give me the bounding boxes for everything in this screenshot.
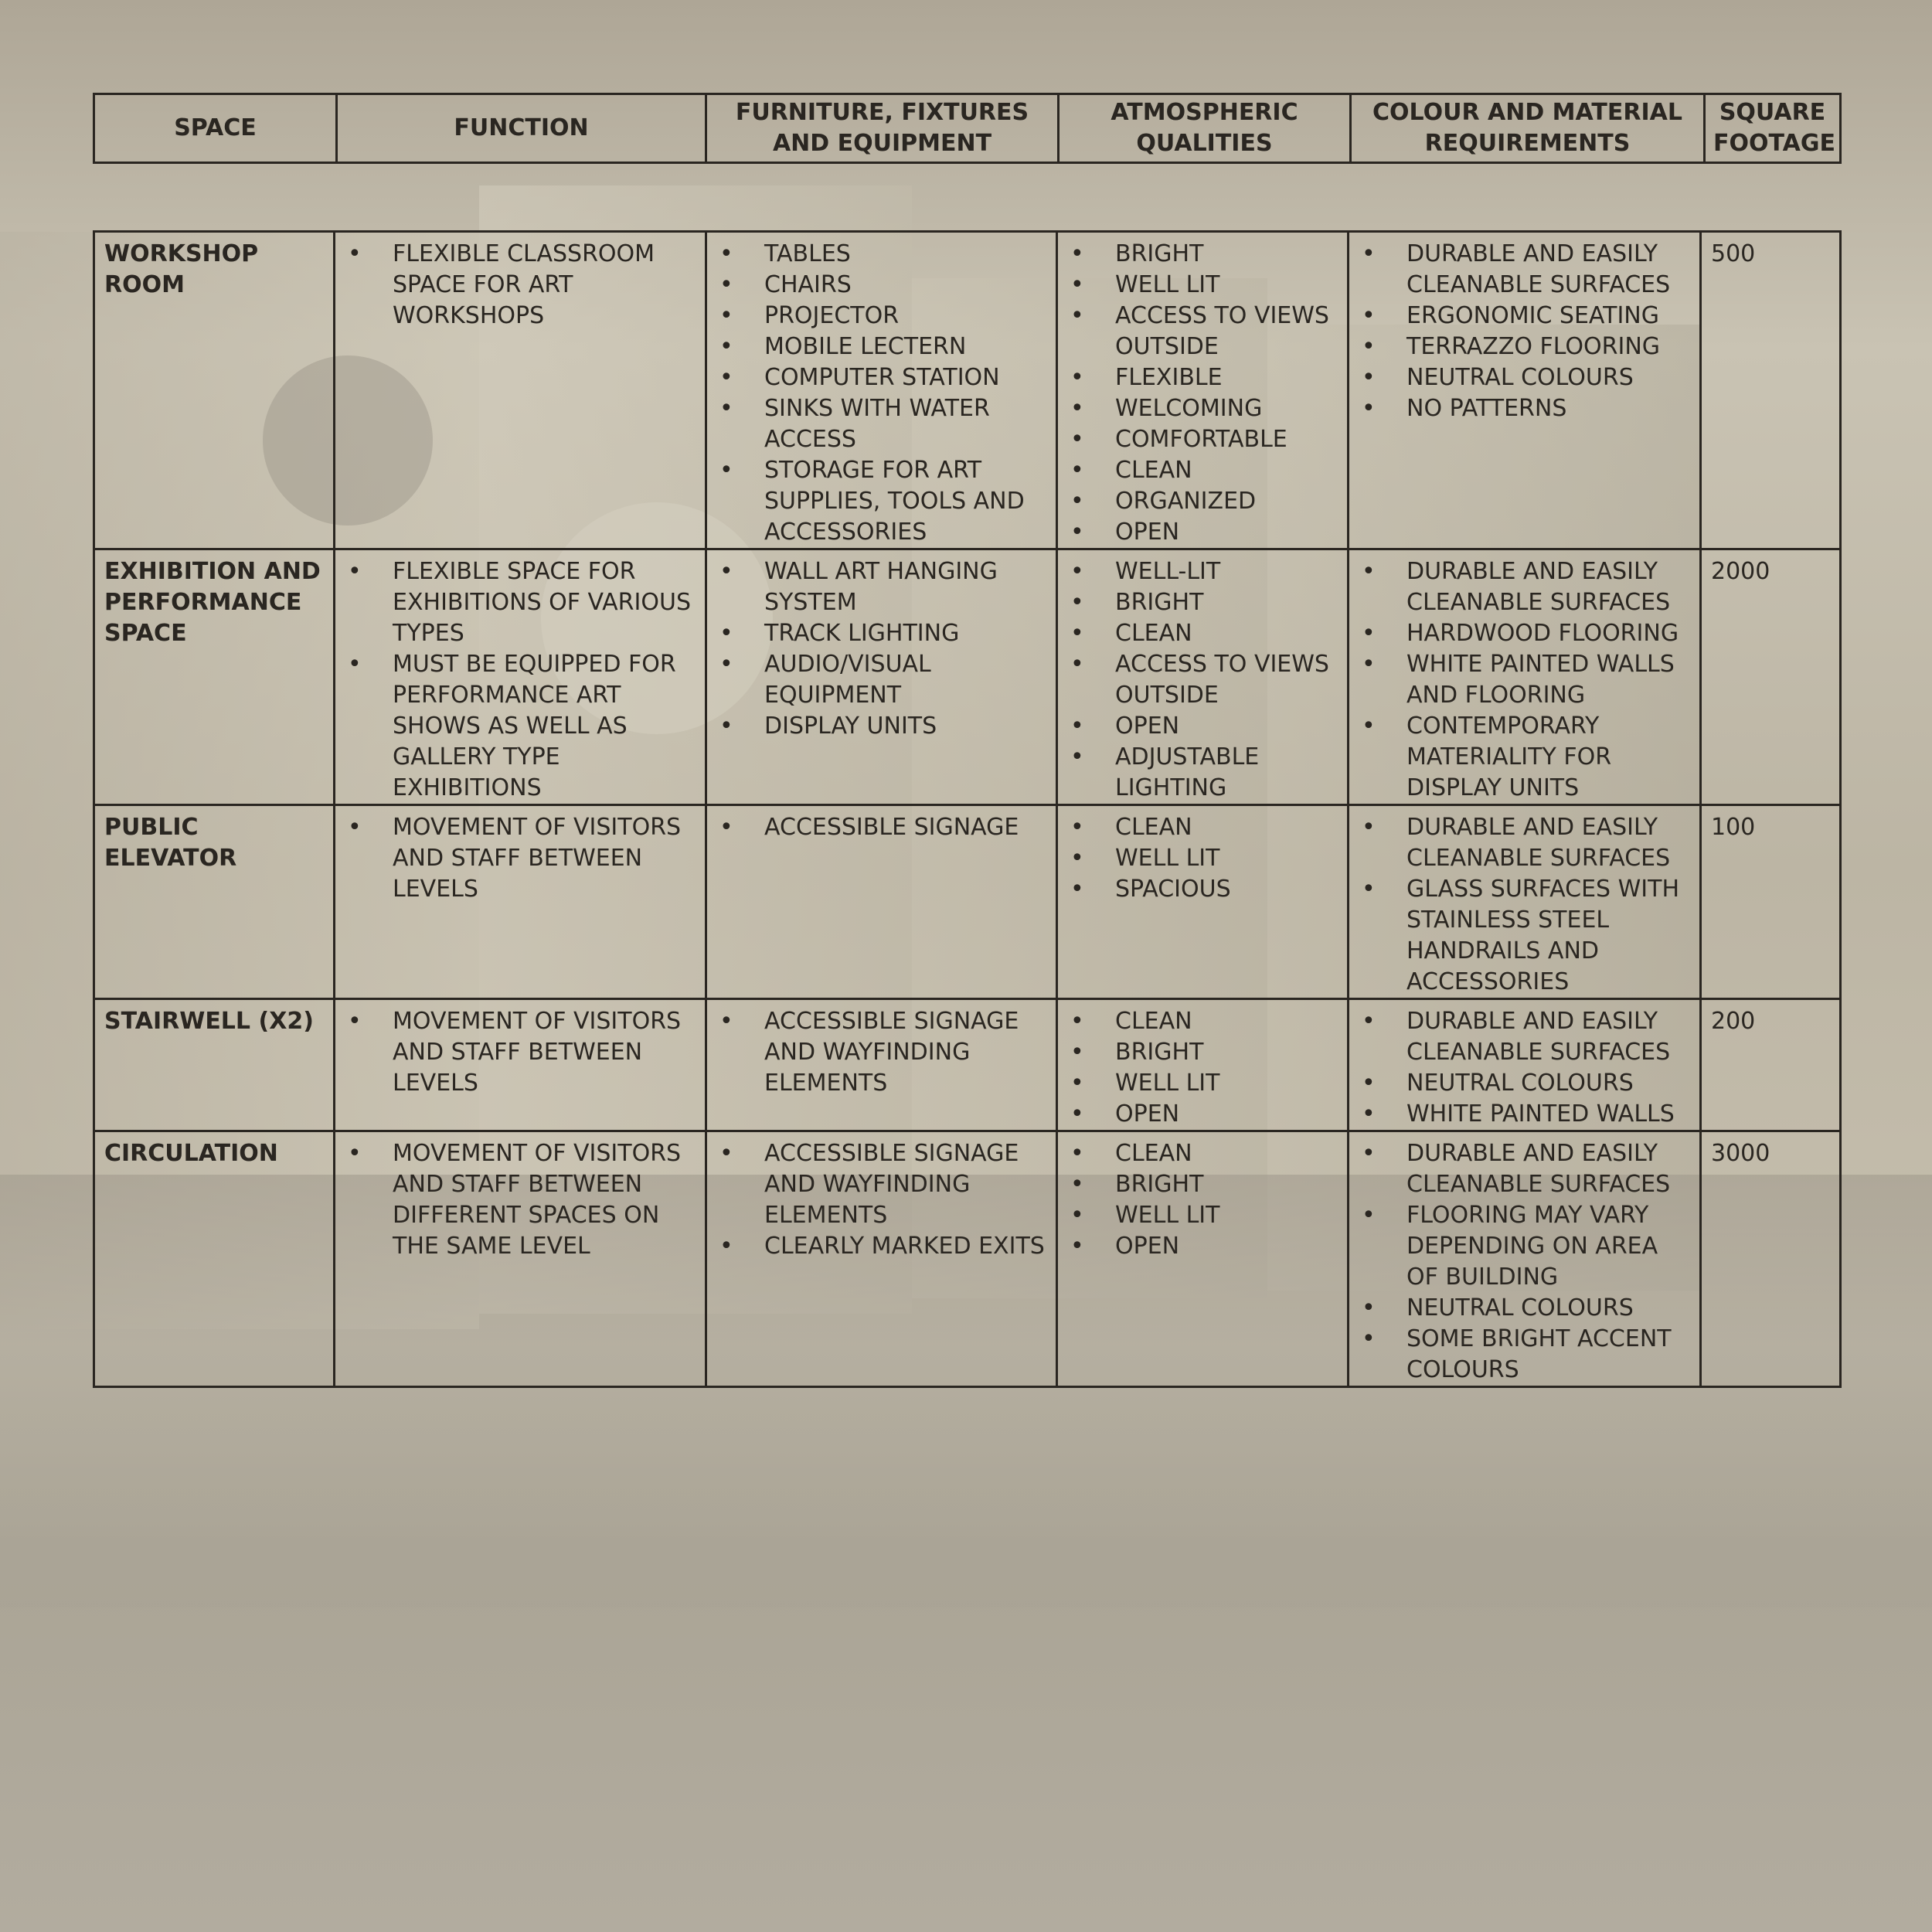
atmosphere-cell [1057, 549, 1349, 805]
square-footage-value: 2000 [1701, 549, 1841, 805]
colour-material-list [1357, 556, 1692, 804]
bullet-icon: • [1362, 302, 1376, 329]
program-table-body [93, 230, 1842, 1388]
list-item-text: CONTEMPORARY MATERIALITY FOR DISPLAY UNITS [1406, 713, 1612, 801]
bullet-icon: • [719, 302, 733, 329]
atmosphere-cell [1057, 232, 1349, 549]
bullet-icon: • [1070, 457, 1084, 484]
list-item [1357, 874, 1692, 998]
list-item-text: OPEN [1115, 713, 1180, 740]
list-item [1357, 1293, 1692, 1324]
list-item [1066, 1231, 1339, 1262]
list-item [1357, 711, 1692, 804]
list-item-text: CLEAN [1115, 620, 1192, 647]
list-item-text: TABLES [764, 240, 851, 267]
list-item [1066, 1037, 1339, 1068]
list-item-text: ERGONOMIC SEATING [1406, 302, 1659, 329]
list-item [1357, 1324, 1692, 1386]
header-function: FUNCTION [337, 94, 706, 163]
list-item-text: SINKS WITH WATER ACCESS [764, 395, 990, 453]
bullet-icon: • [348, 651, 362, 678]
bullet-icon: • [719, 651, 733, 678]
list-item [343, 556, 697, 649]
list-item [1357, 362, 1692, 393]
bullet-icon: • [1070, 395, 1084, 422]
bullet-icon: • [1362, 713, 1376, 740]
bullet-icon: • [348, 240, 362, 267]
bullet-icon: • [1070, 426, 1084, 453]
bullet-icon: • [1070, 240, 1084, 267]
bullet-icon: • [1362, 1008, 1376, 1035]
atmosphere-cell [1057, 1131, 1349, 1387]
list-item [1357, 1099, 1692, 1130]
bullet-icon: • [1070, 1233, 1084, 1260]
bullet-icon: • [348, 814, 362, 841]
list-item-text: ORGANIZED [1115, 488, 1257, 515]
header-colour-material: COLOUR AND MATERIAL REQUIREMENTS [1351, 94, 1705, 163]
space-name: WORKSHOP ROOM [94, 232, 335, 549]
function-cell [335, 999, 706, 1131]
list-item [1066, 711, 1339, 742]
list-item [1357, 332, 1692, 362]
table-row [94, 1131, 1841, 1387]
bullet-icon: • [1070, 845, 1084, 872]
bullet-icon: • [1362, 651, 1376, 678]
list-item [715, 393, 1048, 455]
ffe-cell [706, 549, 1057, 805]
list-item [1066, 742, 1339, 804]
list-item-text: TERRAZZO FLOORING [1406, 333, 1661, 360]
list-item [715, 239, 1048, 270]
list-item [715, 1006, 1048, 1099]
list-item [715, 362, 1048, 393]
list-item [715, 455, 1048, 548]
bullet-icon: • [1362, 1202, 1376, 1229]
bullet-icon: • [719, 457, 733, 484]
list-item [1066, 1099, 1339, 1130]
list-item-text: DURABLE AND EASILY CLEANABLE SURFACES [1406, 240, 1671, 298]
colour-material-list [1357, 1006, 1692, 1130]
list-item-text: MOVEMENT OF VISITORS AND STAFF BETWEEN DIFFERENT SPACES ON THE SAME LEVEL [393, 1140, 682, 1260]
atmosphere-list [1066, 1006, 1339, 1130]
list-item [1066, 486, 1339, 517]
list-item-text: ACCESSIBLE SIGNAGE AND WAYFINDING ELEMENTS [764, 1008, 1019, 1097]
list-item [1066, 587, 1339, 618]
list-item [1066, 239, 1339, 270]
function-list [343, 812, 697, 905]
ffe-cell [706, 232, 1057, 549]
list-item-text: ACCESS TO VIEWS OUTSIDE [1115, 302, 1329, 360]
bullet-icon: • [1362, 1070, 1376, 1097]
space-name: STAIRWELL (X2) [94, 999, 335, 1131]
list-item [343, 812, 697, 905]
list-item-text: WELL LIT [1115, 271, 1220, 298]
bullet-icon: • [719, 333, 733, 360]
header-square-footage: SQUARE FOOTAGE [1705, 94, 1841, 163]
list-item [1066, 517, 1339, 548]
function-list [343, 556, 697, 804]
list-item-text: FLEXIBLE SPACE FOR EXHIBITIONS OF VARIOUS TYPES [393, 558, 691, 647]
bullet-icon: • [1070, 1140, 1084, 1167]
list-item [1066, 556, 1339, 587]
list-item-text: DISPLAY UNITS [764, 713, 937, 740]
bullet-icon: • [719, 271, 733, 298]
list-item-text: COMFORTABLE [1115, 426, 1287, 453]
bullet-icon: • [1362, 876, 1376, 903]
list-item [343, 239, 697, 332]
list-item-text: WELL-LIT [1115, 558, 1221, 585]
list-item-text: AUDIO/VISUAL EQUIPMENT [764, 651, 931, 709]
bullet-icon: • [1070, 814, 1084, 841]
list-item [1066, 270, 1339, 301]
list-item [1066, 424, 1339, 455]
list-item [1066, 1200, 1339, 1231]
list-item-text: NO PATTERNS [1406, 395, 1567, 422]
list-item-text: WALL ART HANGING SYSTEM [764, 558, 998, 616]
bullet-icon: • [348, 1140, 362, 1167]
list-item-text: COMPUTER STATION [764, 364, 1000, 391]
list-item-text: ACCESS TO VIEWS OUTSIDE [1115, 651, 1329, 709]
list-item-text: DURABLE AND EASILY CLEANABLE SURFACES [1406, 558, 1671, 616]
ffe-list [715, 239, 1048, 548]
space-name: PUBLIC ELEVATOR [94, 805, 335, 999]
bullet-icon: • [1070, 1039, 1084, 1066]
list-item [1357, 556, 1692, 618]
list-item-text: WELL LIT [1115, 1070, 1220, 1097]
list-item [1066, 649, 1339, 711]
list-item [1066, 1006, 1339, 1037]
list-item-text: SPACIOUS [1115, 876, 1231, 903]
bullet-icon: • [348, 1008, 362, 1035]
list-item [1066, 874, 1339, 905]
list-item-text: CLEAN [1115, 457, 1192, 484]
list-item-text: BRIGHT [1115, 1171, 1204, 1198]
list-item [715, 1138, 1048, 1231]
list-item-text: BRIGHT [1115, 589, 1204, 616]
list-item [715, 618, 1048, 649]
colour-material-cell [1349, 549, 1701, 805]
list-item-text: CLEAN [1115, 1140, 1192, 1167]
list-item-text: SOME BRIGHT ACCENT COLOURS [1406, 1325, 1672, 1383]
list-item [1066, 1138, 1339, 1169]
list-item [1066, 843, 1339, 874]
list-item-text: OPEN [1115, 1233, 1180, 1260]
list-item-text: NEUTRAL COLOURS [1406, 1070, 1634, 1097]
list-item-text: MOVEMENT OF VISITORS AND STAFF BETWEEN LEVELS [393, 1008, 682, 1097]
bullet-icon: • [719, 395, 733, 422]
list-item [1066, 393, 1339, 424]
bullet-icon: • [1070, 589, 1084, 616]
list-item-text: DURABLE AND EASILY CLEANABLE SURFACES [1406, 1008, 1671, 1066]
list-item-text: ACCESSIBLE SIGNAGE AND WAYFINDING ELEMENTS [764, 1140, 1019, 1229]
list-item-text: HARDWOOD FLOORING [1406, 620, 1679, 647]
bullet-icon: • [719, 620, 733, 647]
header-atmosphere: ATMOSPHERIC QUALITIES [1059, 94, 1351, 163]
list-item [1357, 239, 1692, 301]
ffe-list [715, 1006, 1048, 1099]
list-item-text: CLEAN [1115, 1008, 1192, 1035]
list-item-text: STORAGE FOR ART SUPPLIES, TOOLS AND ACCESSORIES [764, 457, 1025, 546]
bullet-icon: • [1362, 1325, 1376, 1352]
list-item [715, 270, 1048, 301]
bullet-icon: • [1070, 876, 1084, 903]
list-item-text: FLEXIBLE CLASSROOM SPACE FOR ART WORKSHOPS [393, 240, 655, 329]
list-item-text: FLEXIBLE [1115, 364, 1223, 391]
list-item [1357, 1200, 1692, 1293]
list-item-text: MOBILE LECTERN [764, 333, 967, 360]
bullet-icon: • [1362, 333, 1376, 360]
colour-material-list [1357, 812, 1692, 998]
bullet-icon: • [719, 240, 733, 267]
colour-material-list [1357, 239, 1692, 424]
list-item-text: DURABLE AND EASILY CLEANABLE SURFACES [1406, 814, 1671, 872]
bullet-icon: • [1070, 488, 1084, 515]
list-item-text: PROJECTOR [764, 302, 900, 329]
bullet-icon: • [1362, 814, 1376, 841]
bullet-icon: • [719, 558, 733, 585]
square-footage-value: 3000 [1701, 1131, 1841, 1387]
list-item-text: NEUTRAL COLOURS [1406, 1294, 1634, 1321]
list-item-text: ACCESSIBLE SIGNAGE [764, 814, 1019, 841]
function-list [343, 1006, 697, 1099]
list-item [343, 649, 697, 804]
function-list [343, 239, 697, 332]
list-item-text: OPEN [1115, 519, 1180, 546]
bullet-icon: • [1362, 620, 1376, 647]
list-item [1357, 1006, 1692, 1068]
header-ffe: FURNITURE, FIXTURES AND EQUIPMENT [706, 94, 1059, 163]
bullet-icon: • [719, 364, 733, 391]
space-name: CIRCULATION [94, 1131, 335, 1387]
bullet-icon: • [1070, 1202, 1084, 1229]
list-item-text: DURABLE AND EASILY CLEANABLE SURFACES [1406, 1140, 1671, 1198]
bullet-icon: • [719, 1140, 733, 1167]
table-row [94, 805, 1841, 999]
list-item-text: WHITE PAINTED WALLS [1406, 1100, 1675, 1128]
list-item-text: OPEN [1115, 1100, 1180, 1128]
list-item [715, 301, 1048, 332]
header-space: SPACE [94, 94, 337, 163]
table-row [94, 999, 1841, 1131]
bullet-icon: • [1070, 651, 1084, 678]
function-cell [335, 805, 706, 999]
list-item [1357, 301, 1692, 332]
list-item [715, 1231, 1048, 1262]
bullet-icon: • [1070, 1008, 1084, 1035]
square-footage-value: 200 [1701, 999, 1841, 1131]
bullet-icon: • [1362, 240, 1376, 267]
list-item [1066, 301, 1339, 362]
bullet-icon: • [719, 713, 733, 740]
bullet-icon: • [1362, 364, 1376, 391]
bullet-icon: • [719, 1233, 733, 1260]
list-item [715, 556, 1048, 618]
list-item [715, 649, 1048, 711]
table-row [94, 232, 1841, 549]
colour-material-cell [1349, 999, 1701, 1131]
list-item [1066, 362, 1339, 393]
colour-material-cell [1349, 1131, 1701, 1387]
bullet-icon: • [1070, 1100, 1084, 1128]
ffe-list [715, 812, 1048, 843]
ffe-list [715, 556, 1048, 742]
bullet-icon: • [1070, 302, 1084, 329]
list-item [1066, 1169, 1339, 1200]
list-item-text: TRACK LIGHTING [764, 620, 960, 647]
bullet-icon: • [1362, 1100, 1376, 1128]
atmosphere-cell [1057, 805, 1349, 999]
ffe-cell [706, 1131, 1057, 1387]
table-row [94, 549, 1841, 805]
bullet-icon: • [1070, 1070, 1084, 1097]
bullet-icon: • [1070, 620, 1084, 647]
list-item-text: MOVEMENT OF VISITORS AND STAFF BETWEEN LEVELS [393, 814, 682, 903]
list-item-text: ADJUSTABLE LIGHTING [1115, 743, 1260, 801]
list-item-text: FLOORING MAY VARY DEPENDING ON AREA OF BUILDING [1406, 1202, 1658, 1291]
colour-material-cell [1349, 805, 1701, 999]
list-item-text: WHITE PAINTED WALLS AND FLOORING [1406, 651, 1675, 709]
list-item [1357, 618, 1692, 649]
list-item-text: NEUTRAL COLOURS [1406, 364, 1634, 391]
list-item-text: CHAIRS [764, 271, 852, 298]
bullet-icon: • [1070, 271, 1084, 298]
list-item-text: MUST BE EQUIPPED FOR PERFORMANCE ART SHOWS AS WELL AS GALLERY TYPE EXHIBITIONS [393, 651, 676, 801]
list-item [1357, 649, 1692, 711]
list-item [1357, 393, 1692, 424]
bullet-icon: • [1070, 713, 1084, 740]
list-item [715, 711, 1048, 742]
bullet-icon: • [348, 558, 362, 585]
header-row [94, 94, 1841, 163]
list-item [1357, 1068, 1692, 1099]
square-footage-value: 500 [1701, 232, 1841, 549]
ffe-cell [706, 999, 1057, 1131]
list-item-text: CLEARLY MARKED EXITS [764, 1233, 1045, 1260]
bullet-icon: • [1362, 395, 1376, 422]
colour-material-cell [1349, 232, 1701, 549]
list-item [1066, 1068, 1339, 1099]
function-cell [335, 232, 706, 549]
function-cell [335, 1131, 706, 1387]
list-item-text: WELL LIT [1115, 1202, 1220, 1229]
bullet-icon: • [1070, 558, 1084, 585]
list-item-text: CLEAN [1115, 814, 1192, 841]
program-table-header [93, 93, 1842, 164]
list-item [715, 332, 1048, 362]
list-item [1066, 812, 1339, 843]
bullet-icon: • [1070, 743, 1084, 770]
list-item-text: BRIGHT [1115, 1039, 1204, 1066]
list-item [1357, 812, 1692, 874]
atmosphere-list [1066, 1138, 1339, 1262]
bullet-icon: • [1362, 1294, 1376, 1321]
bullet-icon: • [719, 1008, 733, 1035]
list-item [715, 812, 1048, 843]
square-footage-value: 100 [1701, 805, 1841, 999]
atmosphere-list [1066, 812, 1339, 905]
colour-material-list [1357, 1138, 1692, 1386]
function-list [343, 1138, 697, 1262]
list-item [1357, 1138, 1692, 1200]
list-item [1066, 618, 1339, 649]
list-item-text: BRIGHT [1115, 240, 1204, 267]
list-item [343, 1006, 697, 1099]
space-name: EXHIBITION AND PERFORMANCE SPACE [94, 549, 335, 805]
atmosphere-list [1066, 556, 1339, 804]
list-item [343, 1138, 697, 1262]
ffe-cell [706, 805, 1057, 999]
list-item-text: WELL LIT [1115, 845, 1220, 872]
bullet-icon: • [1362, 558, 1376, 585]
ffe-list [715, 1138, 1048, 1262]
bullet-icon: • [1070, 364, 1084, 391]
bullet-icon: • [1362, 1140, 1376, 1167]
atmosphere-list [1066, 239, 1339, 548]
list-item-text: WELCOMING [1115, 395, 1263, 422]
bullet-icon: • [1070, 519, 1084, 546]
atmosphere-cell [1057, 999, 1349, 1131]
bullet-icon: • [1070, 1171, 1084, 1198]
list-item-text: GLASS SURFACES WITH STAINLESS STEEL HANDRAILS AND ACCESSORIES [1406, 876, 1680, 995]
bullet-icon: • [719, 814, 733, 841]
list-item [1066, 455, 1339, 486]
function-cell [335, 549, 706, 805]
